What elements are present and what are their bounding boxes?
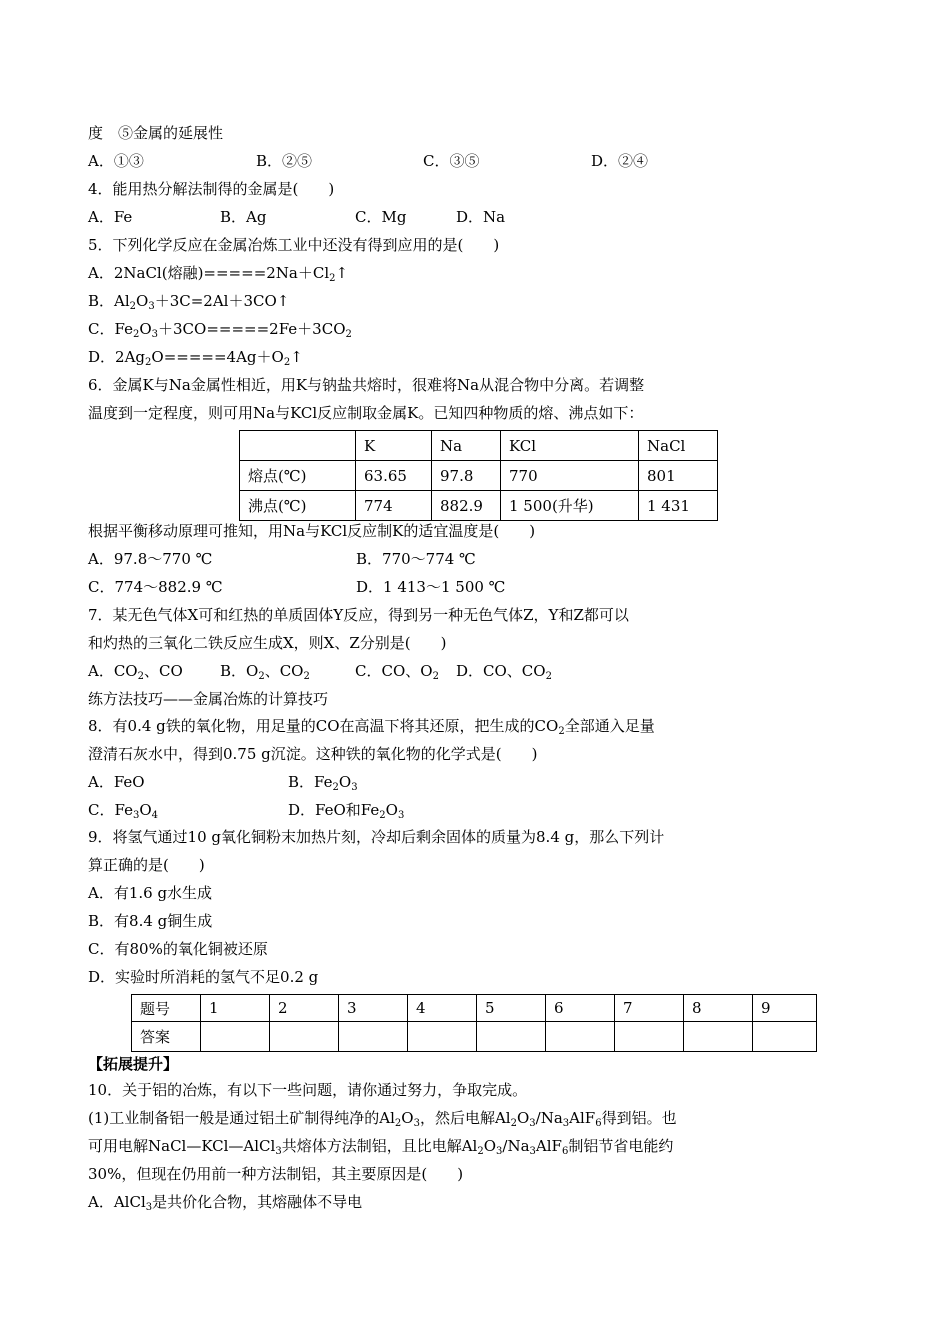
q4-option-d: D．Na xyxy=(456,208,506,226)
q7-line-1: 7．某无色气体X可和红热的单质固体Y反应，得到另一种无色气体Z，Y和Z都可以 xyxy=(88,606,629,624)
q6-option-c: C．774～882.9 ℃ xyxy=(88,578,223,596)
answer-row-label: 答案 xyxy=(132,1022,201,1052)
q3-option-b: B．②⑤ xyxy=(256,152,313,170)
q7-option-d: D．CO、$CO_2$ xyxy=(456,662,552,682)
q7-option-a: A．$CO_2$、CO xyxy=(88,662,183,682)
q3-tail: 度 ⑤金属的延展性 xyxy=(88,124,224,142)
q4-option-b: B．Ag xyxy=(220,208,267,226)
answer-number-cell: 5 xyxy=(477,995,546,1022)
answer-blank-cell[interactable] xyxy=(270,1022,339,1052)
section-method-title: 练方法技巧——金属冶炼的计算技巧 xyxy=(88,690,329,708)
q7-option-b: B．$O_2$、$CO_2$ xyxy=(220,662,310,682)
q3-option-a: A．①③ xyxy=(88,152,144,170)
table-row xyxy=(240,491,718,521)
q6-line-2: 温度到一定程度，则可用Na与KCl反应制取金属K。已知四种物质的熔、沸点如下： xyxy=(88,404,644,422)
q7-option-c: C．CO、$O_2$ xyxy=(355,662,439,682)
q6-after: 根据平衡移动原理可推知，用Na与KCl反应制K的适宜温度是( ) xyxy=(88,522,536,540)
section-extend-title: 【拓展提升】 xyxy=(88,1055,179,1073)
q5-stem: 5．下列化学反应在金属冶炼工业中还没有得到应用的是( ) xyxy=(88,236,500,254)
table-cell: 63.65 xyxy=(356,461,432,491)
q8-option-a: A．FeO xyxy=(88,773,145,791)
answer-blank-cell[interactable] xyxy=(339,1022,408,1052)
answer-number-cell: 9 xyxy=(753,995,817,1022)
table-cell: 1 500(升华) xyxy=(501,491,639,521)
q9-option-d: D．实验时所消耗的氢气不足0.2 g xyxy=(88,968,319,986)
q6-option-a: A．97.8～770 ℃ xyxy=(88,550,213,568)
q10-line-1: (1)工业制备铝一般是通过铝土矿制得纯净的$Al_2O_3$，然后电解$Al_2O_3/Na_3AlF_6$得到铝。也 xyxy=(88,1109,677,1129)
answer-blank-cell[interactable] xyxy=(684,1022,753,1052)
q6-option-d: D．1 413～1 500 ℃ xyxy=(356,578,506,596)
table-cell: 熔点(℃) xyxy=(240,461,356,491)
q4-stem: 4．能用热分解法制得的金属是( ) xyxy=(88,180,335,198)
table-cell: 774 xyxy=(356,491,432,521)
melting-boiling-table xyxy=(239,430,718,521)
q8-option-c: C．$Fe_3O_4$ xyxy=(88,801,159,821)
q9-option-c: C．有80%的氧化铜被还原 xyxy=(88,940,268,958)
answer-blank-cell[interactable] xyxy=(408,1022,477,1052)
q5-option-d: D．$2Ag_2O=====4Ag+O_2↑$ xyxy=(88,348,303,368)
q8-option-b: B．$Fe_2O_3$ xyxy=(288,773,358,793)
answer-number-cell: 7 xyxy=(615,995,684,1022)
q8-line-2: 澄清石灰水中，得到0.75 g沉淀。这种铁的氧化物的化学式是( ) xyxy=(88,745,538,763)
answer-number-cell: 1 xyxy=(201,995,270,1022)
answer-number-row xyxy=(132,995,817,1022)
table-cell: K xyxy=(356,431,432,461)
answer-number-cell: 6 xyxy=(546,995,615,1022)
table-cell: Na xyxy=(432,431,501,461)
answer-blank-cell[interactable] xyxy=(753,1022,817,1052)
answer-blank-cell[interactable] xyxy=(477,1022,546,1052)
answer-number-cell: 3 xyxy=(339,995,408,1022)
q9-line-1: 9．将氢气通过10 g氧化铜粉末加热片刻，冷却后剩余固体的质量为8.4 g，那么下列计 xyxy=(88,828,665,846)
q7-line-2: 和灼热的三氧化二铁反应生成X，则X、Z分别是( ) xyxy=(88,634,447,652)
answer-blank-cell[interactable] xyxy=(615,1022,684,1052)
q10-line-3: 30%，但现在仍用前一种方法制铝，其主要原因是( ) xyxy=(88,1165,464,1183)
table-cell xyxy=(240,431,356,461)
answer-table xyxy=(131,994,817,1052)
answer-number-cell: 8 xyxy=(684,995,753,1022)
table-cell: KCl xyxy=(501,431,639,461)
table-cell: 882.9 xyxy=(432,491,501,521)
table-cell: 1 431 xyxy=(639,491,718,521)
q9-option-b: B．有8.4 g铜生成 xyxy=(88,912,213,930)
q5-option-c: C．$Fe_2O_3+3CO=====2Fe+3CO_2$ xyxy=(88,320,352,340)
q4-option-a: A．Fe xyxy=(88,208,133,226)
answer-number-cell: 2 xyxy=(270,995,339,1022)
q9-line-2: 算正确的是( ) xyxy=(88,856,205,874)
q10-stem: 10．关于铝的冶炼，有以下一些问题，请你通过努力，争取完成。 xyxy=(88,1081,528,1099)
q10-option-a: A．AlCl$_3$是共价化合物，其熔融体不导电 xyxy=(88,1193,363,1213)
table-cell: 沸点(℃) xyxy=(240,491,356,521)
table-cell: 801 xyxy=(639,461,718,491)
table-cell: 97.8 xyxy=(432,461,501,491)
q5-option-a: A．2NaCl(熔融)$=====2Na+Cl_2↑$ xyxy=(88,264,349,284)
table-header-row xyxy=(240,431,718,461)
q10-line-2: 可用电解NaCl—KCl—AlCl$_3$共熔体方法制铝，且比电解$Al_2O_3/Na_3AlF_6$制铝节省电能约 xyxy=(88,1137,674,1157)
q3-option-d: D．②④ xyxy=(591,152,649,170)
table-cell: NaCl xyxy=(639,431,718,461)
answer-number-cell: 4 xyxy=(408,995,477,1022)
q5-option-b: B．$Al_2O_3+3C=2Al+3CO↑$ xyxy=(88,292,290,312)
table-cell: 770 xyxy=(501,461,639,491)
answer-blank-cell[interactable] xyxy=(546,1022,615,1052)
q8-line-1: 8．有0.4 g铁的氧化物，用足量的CO在高温下将其还原，把生成的$CO_2$全部通入足量 xyxy=(88,717,655,737)
q6-option-b: B．770～774 ℃ xyxy=(356,550,476,568)
q9-option-a: A．有1.6 g水生成 xyxy=(88,884,213,902)
q8-option-d: D．FeO和$Fe_2O_3$ xyxy=(288,801,405,821)
answer-blank-cell[interactable] xyxy=(201,1022,270,1052)
table-row xyxy=(240,461,718,491)
q3-option-c: C．③⑤ xyxy=(423,152,480,170)
q6-line-1: 6．金属K与Na金属性相近，用K与钠盐共熔时，很难将Na从混合物中分离。若调整 xyxy=(88,376,645,394)
answer-row-label: 题号 xyxy=(132,995,201,1022)
q4-option-c: C．Mg xyxy=(355,208,407,226)
answer-fill-row xyxy=(132,1022,817,1052)
